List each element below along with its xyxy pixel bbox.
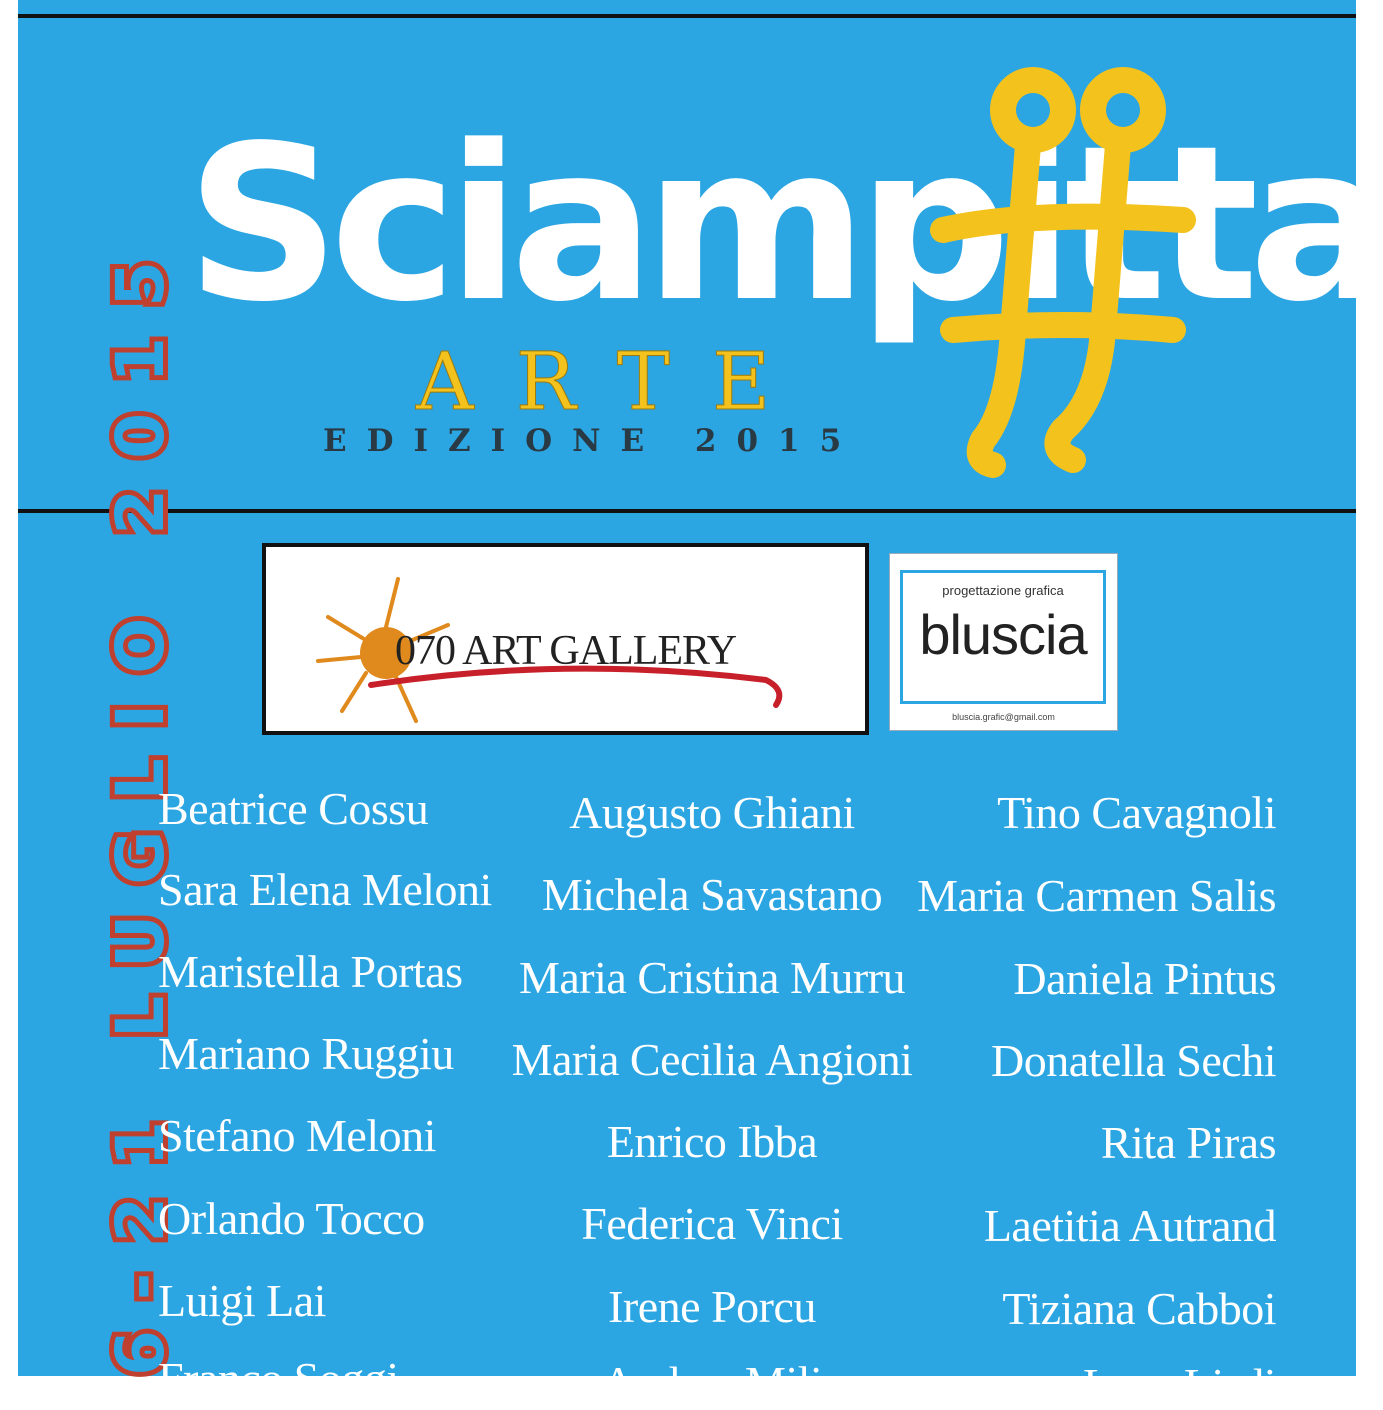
artist-name: Rita Piras bbox=[1100, 1117, 1276, 1168]
artist-name: Maria Cristina Murru bbox=[518, 952, 906, 1003]
artist-name: Enrico Ibba bbox=[606, 1116, 818, 1167]
artist-name: Beatrice Cossu bbox=[158, 783, 429, 834]
artist-name: Luigi Lai bbox=[158, 1275, 326, 1326]
poster bbox=[18, 0, 1383, 1410]
bluscia-tagline: progettazione grafica bbox=[942, 583, 1064, 598]
artist-name: Sara Elena Meloni bbox=[158, 864, 492, 915]
artist-name: Tiziana Cabboi bbox=[1002, 1283, 1276, 1334]
artist-name: Irene Porcu bbox=[608, 1281, 816, 1332]
artist-name: Tino Cavagnoli bbox=[997, 787, 1276, 838]
bluscia-frame bbox=[900, 570, 1106, 704]
event-subtitle: ARTE bbox=[416, 335, 813, 428]
event-dates: 6-21 LUGLIO 2015 bbox=[102, 231, 179, 1376]
bluscia-name: bluscia bbox=[919, 603, 1087, 666]
artist-name: Michela Savastano bbox=[541, 869, 883, 920]
artist-name: Maria Cecilia Angioni bbox=[511, 1034, 913, 1085]
artist-name: Augusto Ghiani bbox=[569, 787, 855, 838]
artist-name: Stefano Meloni bbox=[158, 1110, 436, 1161]
bluscia-sponsor-logo bbox=[889, 553, 1118, 731]
edition-label: EDIZIONE 2015 bbox=[323, 423, 862, 459]
artist-name: Maria Carmen Salis bbox=[917, 870, 1276, 921]
bluscia-email: bluscia.grafic@gmail.com bbox=[952, 712, 1055, 722]
event-title: Sciampitta bbox=[186, 100, 1383, 349]
artist-name: Maristella Portas bbox=[158, 946, 463, 997]
artist-name: Orlando Tocco bbox=[158, 1193, 425, 1244]
artist-name: Mariano Ruggiu bbox=[158, 1028, 454, 1079]
dancing-figures-logo bbox=[913, 30, 1193, 520]
artist-name: Donatella Sechi bbox=[990, 1035, 1276, 1086]
artist-name: Daniela Pintus bbox=[1013, 953, 1276, 1004]
gallery-sponsor-logo bbox=[262, 543, 869, 735]
artist-name: Laetitia Autrand bbox=[983, 1200, 1276, 1251]
gallery-name: 070 ART GALLERY bbox=[395, 628, 737, 674]
artist-name: Luca Lisdi bbox=[1083, 1359, 1276, 1410]
artist-name: Federica Vinci bbox=[581, 1198, 843, 1249]
artist-name: Franco Soggi bbox=[158, 1353, 399, 1404]
top-divider bbox=[18, 14, 1356, 18]
artist-name: Andrea Mili bbox=[601, 1357, 823, 1408]
